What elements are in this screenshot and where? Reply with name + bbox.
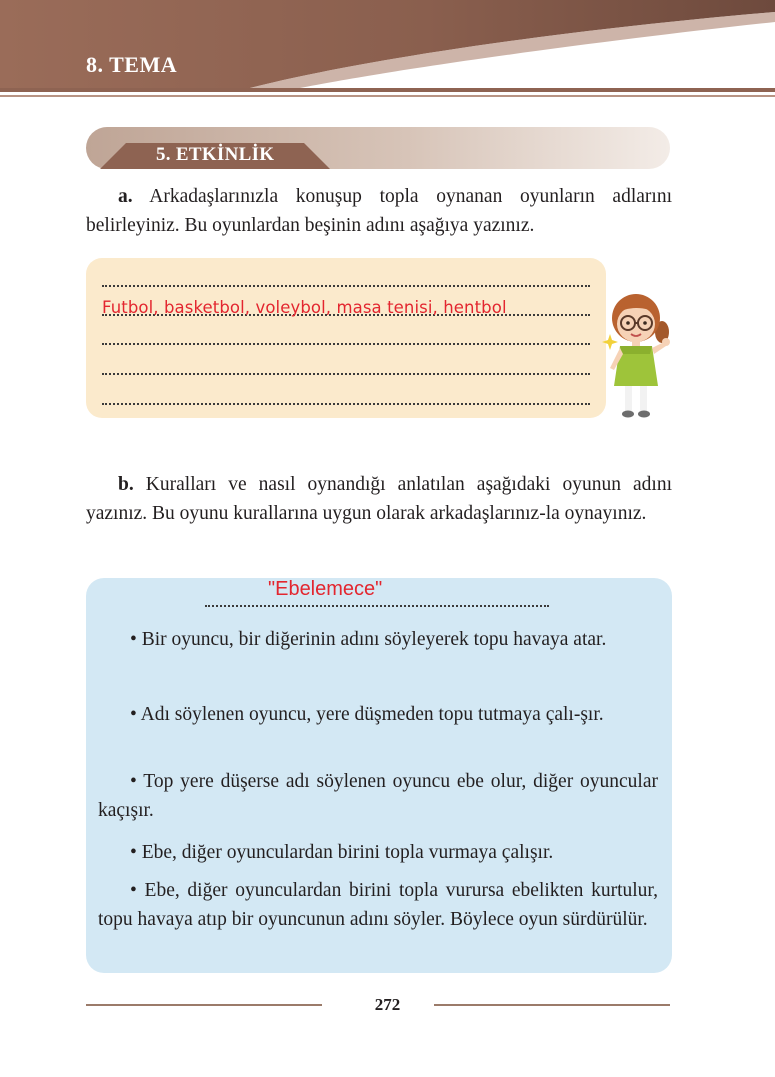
theme-title: 8. TEMA [86, 52, 178, 77]
handwritten-answer-b: "Ebelemece" [268, 578, 383, 600]
activity-title: 5. ETKİNLİK [156, 144, 275, 165]
part-b-label: b. [118, 474, 134, 495]
rule-item-1: • Bir oyuncu, bir diğerinin adını söyleyerek topu havaya atar. [130, 629, 607, 650]
page-number: 272 [374, 995, 401, 1014]
part-a-label: a. [118, 186, 133, 207]
writing-line-5[interactable] [102, 403, 590, 405]
writing-line-4[interactable] [102, 373, 590, 375]
rule-item-2: • Adı söylenen oyuncu, yere düşmeden topu tutmaya çalı-şır. [130, 704, 604, 725]
handwritten-answer-a: Futbol, basketbol, voleybol, masa tenisi, hentbol [102, 298, 507, 317]
girl-illustration [596, 284, 676, 420]
rule-item-3: • Top yere düşerse adı söylenen oyuncu ebe olur, diğer oyuncular kaçışır. [98, 771, 658, 821]
part-a-instruction [86, 182, 672, 240]
header-band [0, 0, 775, 98]
rule-item-5: • Ebe, diğer oyunculardan birini topla vurursa ebelikten kurtulur, topu havaya atıp bir oyuncunun adını söyler. Böylece oyun sürdürülür. [98, 880, 658, 930]
part-a-text: Arkadaşlarınızla konuşup topla oynanan oyunların adlarını belirleyiniz. Bu oyunlardan beşinin adını aşağıya yazınız. [86, 186, 672, 236]
part-b-instruction [86, 470, 672, 528]
writing-line-3[interactable] [102, 343, 590, 345]
rule-item-4: • Ebe, diğer oyunculardan birini topla vurmaya çalışır. [130, 842, 554, 863]
game-name-line[interactable] [205, 605, 549, 607]
answer-box-a [86, 258, 606, 418]
part-b-text: Kuralları ve nasıl oynandığı anlatılan aşağıdaki oyunun adını yazınız. Bu oyunu kurallarına uygun olarak arkadaşlarınız-la oynayınız. [86, 474, 673, 524]
writing-line-1[interactable] [102, 285, 590, 287]
